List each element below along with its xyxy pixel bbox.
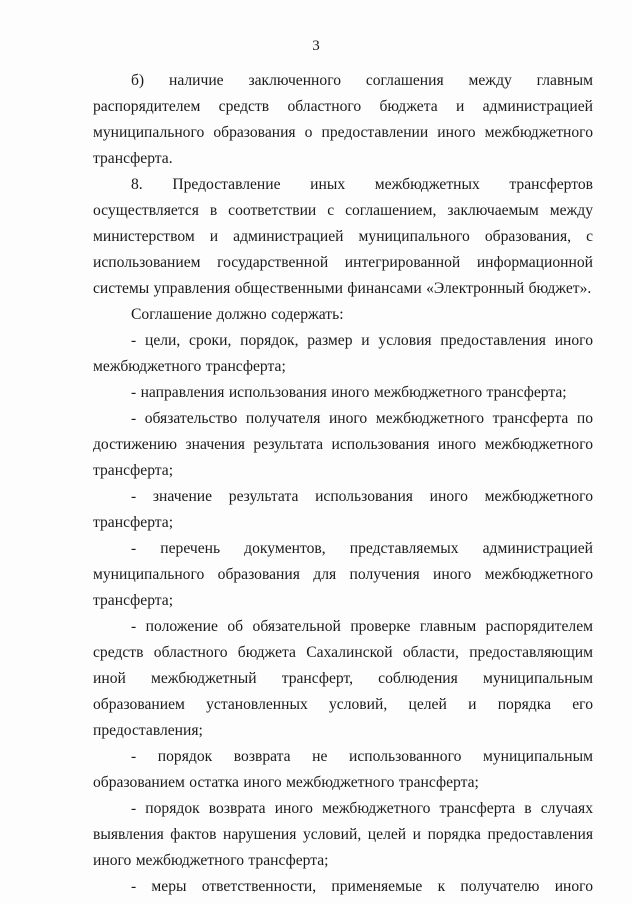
paragraph-agreement-intro: Соглашение должно содержать: xyxy=(131,306,344,323)
list-item-result-value: - значение результата использования иного межбюджетного трансферта; xyxy=(93,488,593,531)
list-item-directions: - направления использования иного межбюджетного трансферта; xyxy=(131,384,567,401)
list-item-violation-return: - порядок возврата иного межбюджетного трансферта в случаях выявления фактов нарушения условий, целей и порядка предоставления иного межбюджетного трансферта; xyxy=(93,800,593,869)
list-item-verification: - положение об обязательной проверке главным распорядителем средств областного бюджета Сахалинской области, предоставляющим иной межбюджетный трансферт, соблюдения муниципальным образованием установленных условий, целей и порядка его предоставления; xyxy=(93,618,593,739)
list-item-obligation: - обязательство получателя иного межбюджетного трансферта по достижению значения результата использования иного межбюджетного трансферта; xyxy=(93,410,593,479)
list-item-documents: - перечень документов, представляемых администрацией муниципального образования для получения иного межбюджетного трансферта; xyxy=(93,540,593,609)
list-item-responsibility: - меры ответственности, применяемые к получателю иного xyxy=(131,878,593,895)
paragraph-condition-b: б) наличие заключенного соглашения между главным распорядителем средств областного бюджета и администрацией муниципального образования о предоставлении иного межбюджетного трансферта. xyxy=(93,72,593,167)
document-body xyxy=(93,68,593,900)
list-item-goals: - цели, сроки, порядок, размер и условия предоставления иного межбюджетного трансферта; xyxy=(93,332,593,375)
list-item-unused-return: - порядок возврата не использованного муниципальным образованием остатка иного межбюджетного трансферта; xyxy=(93,748,593,791)
paragraph-item-8: 8. Предоставление иных межбюджетных трансфертов осуществляется в соответствии с соглашением, заключаемым между министерством и администрацией муниципального образования, с использованием государственной интегрированной информационной системы управления общественными финансами «Электронный бюджет». xyxy=(93,176,593,297)
page-number: 3 xyxy=(312,38,320,54)
